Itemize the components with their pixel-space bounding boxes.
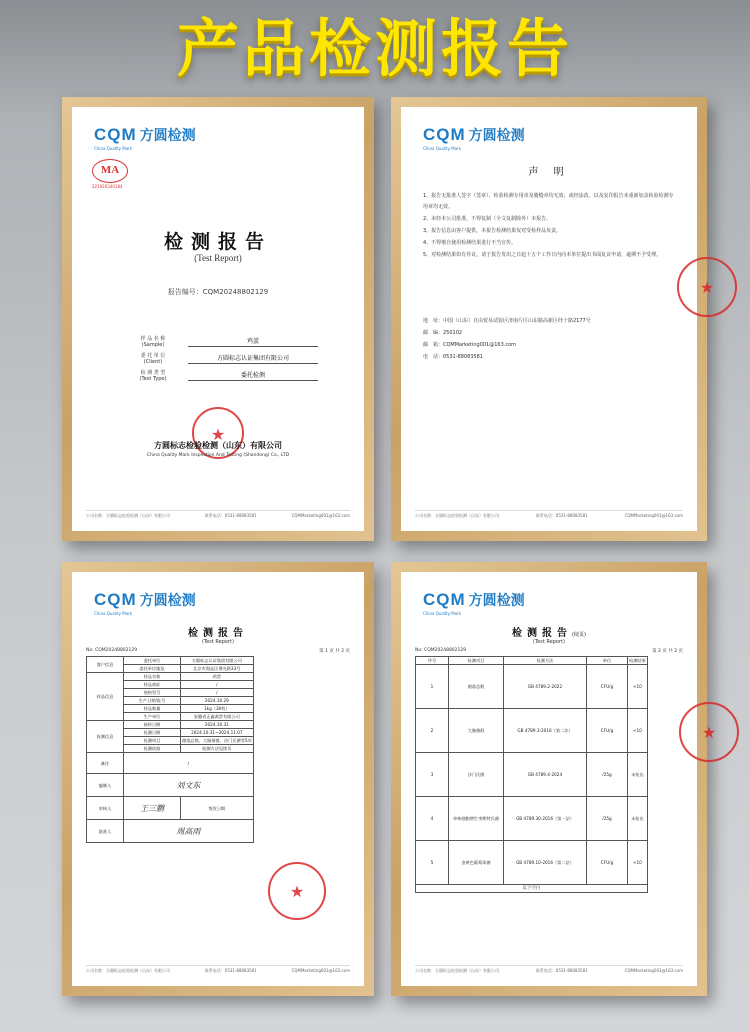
table-row: 检测项目 菌落总数、大肠菌群、沙门氏菌等5项 bbox=[87, 737, 254, 745]
company-name-en: China Quality Mark Inspection And Testing (Shandong) Co., LTD bbox=[146, 453, 290, 458]
table-row: 检测日期 2024.10.31~2024.11.07 bbox=[87, 729, 254, 737]
cqm-logo bbox=[423, 125, 525, 151]
contact-info bbox=[423, 315, 675, 363]
edge-seal bbox=[677, 257, 737, 317]
seal-star-icon: ★ bbox=[289, 882, 305, 902]
report-title-en: (Test Report) bbox=[194, 253, 242, 263]
table-header-row: 序号 检测项目 检测方法 单位 检测结果 bbox=[416, 657, 648, 665]
declaration-item: 2、未经本公司批准，不得复制（全文复制除外）本报告。 bbox=[423, 216, 552, 222]
seal-star-icon: ★ bbox=[701, 723, 717, 743]
frame-report-page1 bbox=[62, 562, 374, 996]
logo-subtitle: China Quality Mark bbox=[94, 146, 133, 151]
cqm-logo bbox=[94, 590, 196, 616]
declaration-item: 5、对检测结果如有异议，请于报告发出之日起十五个工作日内向本单位提出书面复议申请，逾期不予受理。 bbox=[423, 252, 662, 258]
table-row: 检测信息 接样日期 2024.10.31 bbox=[87, 721, 254, 729]
logo-name: 方圆检测 bbox=[139, 593, 196, 609]
table-row: 2 大肠菌群 GB 4789.3-2016（第二法） CFU/g <10 bbox=[416, 709, 648, 753]
results-table bbox=[415, 656, 648, 893]
table-row: 批准人 周高雨 bbox=[87, 820, 254, 843]
headline: 产品检测报告 bbox=[176, 12, 573, 85]
logo-text: CQM bbox=[423, 590, 466, 609]
page-footer: 公司名称：方圆标志检验检测（山东）有限公司 联系电话：0531-88083581 CQMMarketing001@163.com bbox=[86, 965, 350, 974]
logo-name: 方圆检测 bbox=[468, 128, 525, 144]
frame-cover bbox=[62, 97, 374, 541]
edge-seal bbox=[679, 702, 739, 762]
info-label: 样 品 名 称 (Sample) bbox=[140, 335, 166, 348]
report-page-2 bbox=[401, 572, 717, 986]
frame-report-page2 bbox=[391, 562, 717, 996]
declaration-item: 4、不得擅自使用检测结果进行不当宣传。 bbox=[423, 240, 517, 246]
info-value: 委托检测 bbox=[188, 370, 318, 381]
info-row bbox=[118, 333, 318, 350]
declaration-list bbox=[423, 191, 675, 262]
declaration-page bbox=[401, 107, 715, 531]
declaration-item: 1、报告无批准人签字（签章）、检验检测专用章及骑缝章均无效；或经涂改，以及复印报告未重新加盖检验检测专用章均无效。 bbox=[423, 193, 674, 210]
table-row: 备注 / bbox=[87, 753, 254, 774]
report-number: 报告编号：CQM20248802129 bbox=[167, 288, 269, 296]
ma-number: 221920340184 bbox=[92, 184, 123, 189]
page-footer: 公司名称：方圆标志检验检测（山东）有限公司 联系电话：0531-88083581 CQMMarketing001@163.com bbox=[415, 965, 683, 974]
ma-mark: MA bbox=[92, 159, 128, 183]
table-row: 3 沙门氏菌 GB 4789.4-2024 /25g 未检出 bbox=[416, 753, 648, 797]
cover-info bbox=[118, 333, 318, 384]
info-value: 方圆标志认证集团有限公司 bbox=[188, 353, 318, 364]
info-row bbox=[118, 367, 318, 384]
logo-text: CQM bbox=[94, 590, 137, 609]
seal-star-icon: ★ bbox=[210, 425, 226, 445]
info-row bbox=[118, 350, 318, 367]
logo-subtitle: China Quality Mark bbox=[423, 146, 462, 151]
company-seal bbox=[192, 407, 244, 459]
phone: 电 话：0531-88083581 bbox=[423, 354, 483, 360]
report-page-1 bbox=[72, 572, 364, 986]
cqm-logo bbox=[423, 590, 525, 616]
report-header-row: No: CQM20248802129 第 1 页 共 2 页 bbox=[86, 648, 350, 654]
email: 邮 箱：CQMMarketing001@163.com bbox=[423, 342, 517, 348]
table-row: 委托单位地址 北京市海淀区增光路33号 bbox=[87, 665, 254, 673]
table-row: 客户信息 委托单位 方圆标志认证集团有限公司 bbox=[87, 657, 254, 665]
report-title: 检测报告 bbox=[188, 628, 248, 639]
table-row: 样品商标 / bbox=[87, 681, 254, 689]
table-row: 5 金黄色葡萄球菌 GB 4789.10-2016（第二法） CFU/g <10 bbox=[416, 841, 648, 885]
report-title-en: (Test Report) bbox=[202, 639, 234, 645]
report-title: 检测报告 bbox=[163, 231, 272, 253]
logo-name: 方圆检测 bbox=[139, 128, 196, 144]
page-footer: 公司名称：方圆标志检验检测（山东）有限公司 联系电话：0531-88083581 CQMMarketing001@163.com bbox=[86, 510, 350, 519]
postcode: 邮 编：250102 bbox=[423, 330, 463, 336]
info-value: 鸡蛋 bbox=[188, 336, 318, 347]
address: 地 址：中国（山东）自由贸易试验区济南片区山东路高新区经十路2177号 bbox=[423, 318, 591, 324]
table-row: 1 菌落总数 GB 4789.2-2022 CFU/g <10 bbox=[416, 665, 648, 709]
frame-declaration bbox=[391, 97, 715, 541]
logo-text: CQM bbox=[423, 125, 466, 144]
logo-subtitle: China Quality Mark bbox=[94, 611, 133, 616]
seal-star-icon: ★ bbox=[699, 278, 715, 298]
report-info-table bbox=[86, 656, 254, 843]
table-row: 规格型号 / bbox=[87, 689, 254, 697]
table-row: 生产日期/批号 2024.10.29 bbox=[87, 697, 254, 705]
cqm-logo bbox=[94, 125, 196, 151]
report-header-row: No: CQM20248802129 第 2 页 共 2 页 bbox=[415, 648, 683, 654]
table-row: 以下空白 bbox=[416, 885, 648, 893]
logo-subtitle: China Quality Mark bbox=[423, 611, 462, 616]
table-row: 编制人 刘文东 bbox=[87, 774, 254, 797]
info-label: 检 测 类 型 (Test Type) bbox=[139, 369, 167, 382]
company-seal bbox=[268, 862, 326, 920]
report-cover-page bbox=[72, 107, 364, 531]
info-label: 委 托 单 位 (Client) bbox=[140, 352, 166, 365]
table-row: 检测依据 检测方法见续页 bbox=[87, 745, 254, 753]
table-row: 4 单核细胞增生李斯特氏菌 GB 4789.30-2016（第一法） /25g 未检出 bbox=[416, 797, 648, 841]
table-row: 样品数量 1kg（30枚） bbox=[87, 705, 254, 713]
logo-text: CQM bbox=[94, 125, 137, 144]
table-row: 生产单位 安徽省正鑫禽蛋有限公司 bbox=[87, 713, 254, 721]
declaration-item: 3、报告信息由客户提供，本报告检测结果仅对受检样品负责。 bbox=[423, 228, 562, 234]
table-row: 审核人 王三鹏 签发日期 bbox=[87, 797, 254, 820]
report-title: 检测报告(续页) bbox=[512, 628, 586, 639]
report-title-en: (Test Report) bbox=[533, 639, 565, 645]
declaration-title: 声 明 bbox=[528, 167, 570, 178]
table-row: 样品信息 样品名称 鸡蛋 bbox=[87, 673, 254, 681]
company-name: 方圆标志检验检测（山东）有限公司 bbox=[154, 441, 282, 450]
logo-name: 方圆检测 bbox=[468, 593, 525, 609]
page-footer: 公司名称：方圆标志检验检测（山东）有限公司 联系电话：0531-88083581 CQMMarketing001@163.com bbox=[415, 510, 683, 519]
